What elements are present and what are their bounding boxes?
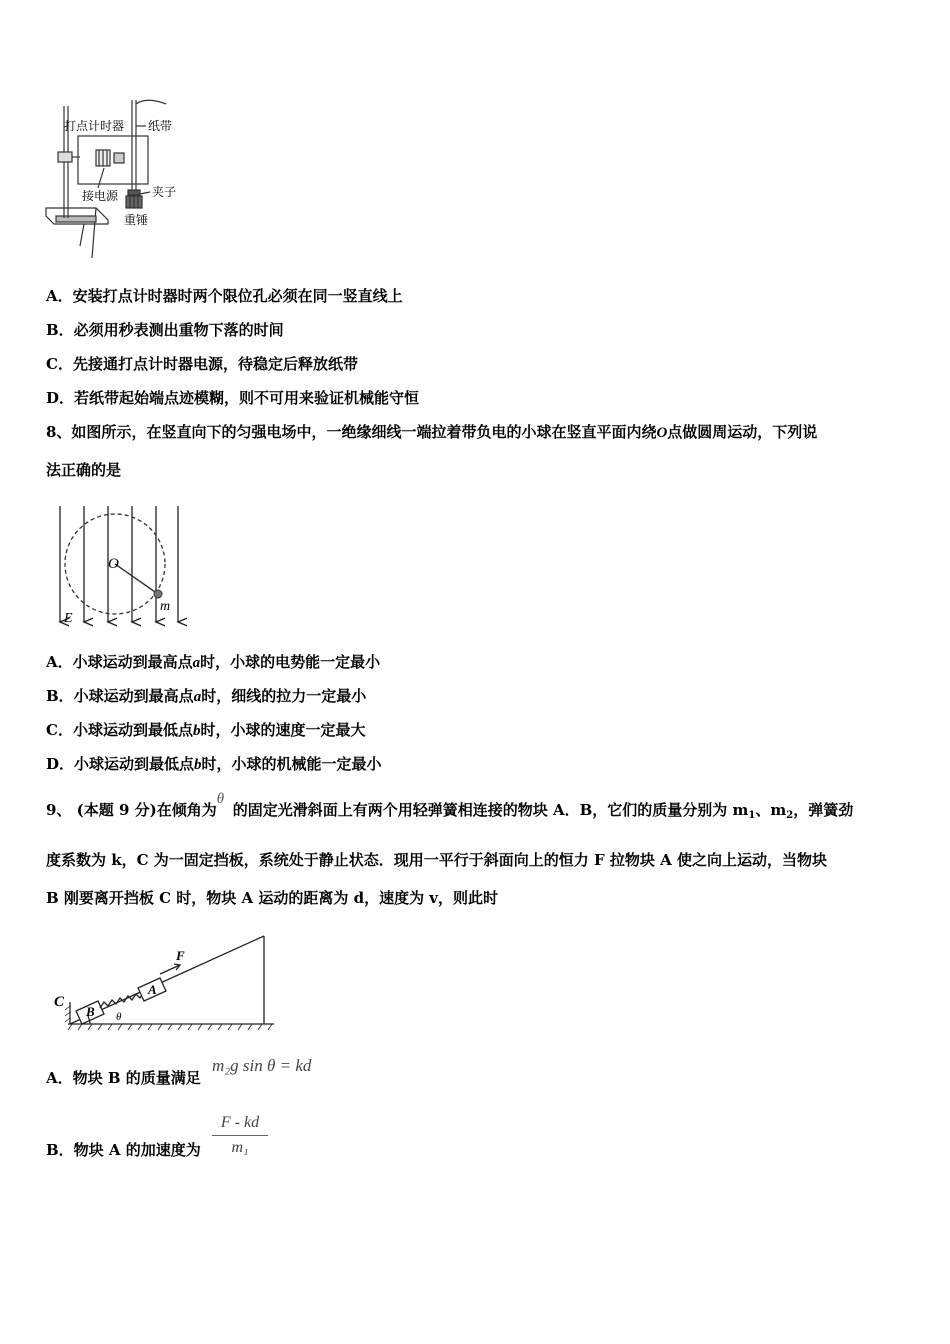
q9-stem-text-c: ，弹簧劲 xyxy=(793,801,854,819)
q8-d-var: b xyxy=(194,757,202,773)
label-b: B xyxy=(86,1004,95,1019)
electric-field-diagram xyxy=(50,500,190,630)
q9-sub-1: 1 xyxy=(748,810,756,821)
label-c: C xyxy=(54,994,65,1010)
q8-stem-line1 xyxy=(46,422,817,443)
q8-b-pre: B．小球运动到最高点 xyxy=(46,687,194,705)
incline-diagram xyxy=(48,930,278,1035)
q8-option-c xyxy=(46,720,365,741)
label-timer: 打点计时器 xyxy=(64,119,125,133)
q9-stem-line2: 度系数为 k，C 为一固定挡板，系统处于静止状态．现用一平行于斜面向上的恒力 F 拉物块 A 使之向上运动，当物块 xyxy=(46,851,827,869)
q8-c-var: b xyxy=(192,723,201,739)
label-a: A xyxy=(148,982,157,997)
q9-stem-line3: B 刚要离开挡板 C 时，物块 A 运动的距离为 d，速度为 v，则此时 xyxy=(46,889,499,907)
label-field-e: E xyxy=(64,611,73,626)
fraction-bar xyxy=(212,1135,268,1136)
q8-d-pre: D．小球运动到最低点 xyxy=(46,755,195,773)
q8-stem-text-a: 8、如图所示，在竖直向下的匀强电场中，一绝缘细线一端拉着带负电的小球在竖直平面内绕 xyxy=(46,423,657,441)
q9-option-a xyxy=(46,1068,201,1088)
label-tape: 纸带 xyxy=(148,119,173,133)
q8-c-pre: C．小球运动到最低点 xyxy=(46,721,193,739)
q8-b-var: a xyxy=(193,689,202,705)
q8-a-var: a xyxy=(192,655,201,671)
q9-option-b xyxy=(46,1140,201,1160)
q8-c-post: 时，小球的速度一定最大 xyxy=(200,721,366,739)
figure-electric-field xyxy=(50,500,190,630)
q8-option-a xyxy=(46,652,380,673)
q8-a-post: 时，小球的电势能一定最小 xyxy=(200,653,381,671)
q9-b-numerator: F - kd xyxy=(220,1114,260,1131)
q9-stem-text-a: 9、 (本题 9 分)在倾角为 xyxy=(46,801,217,819)
q8-option-d xyxy=(46,754,382,775)
q8-stem-point-o: O xyxy=(656,425,668,441)
q9-sub-2: 2 xyxy=(786,810,794,821)
q7-option-c: C．先接通打点计时器电源，待稳定后释放纸带 xyxy=(46,355,358,373)
q8-a-pre: A．小球运动到最高点 xyxy=(46,653,193,671)
label-power: 接电源 xyxy=(82,189,119,203)
q9-sep: 、m xyxy=(755,801,787,819)
label-f: F xyxy=(176,948,185,963)
label-theta: θ xyxy=(116,1011,122,1023)
q9-b-denominator: m₁ xyxy=(231,1139,249,1156)
q9-a-text: A．物块 B 的质量满足 xyxy=(46,1069,201,1087)
q9-theta-symbol: θ xyxy=(216,791,225,807)
q7-option-b: B．必须用秒表测出重物下落的时间 xyxy=(46,321,284,339)
q9-b-fraction xyxy=(212,1112,268,1159)
q8-option-b xyxy=(46,686,366,707)
q8-stem-text-b: 点做圆周运动，下列说 xyxy=(667,423,818,441)
label-point-o: O xyxy=(108,556,119,572)
figure-free-fall-apparatus xyxy=(44,96,204,266)
free-fall-apparatus-diagram xyxy=(44,96,204,266)
label-weight: 重锤 xyxy=(124,213,149,227)
q8-b-post: 时，细线的拉力一定最小 xyxy=(201,687,367,705)
q9-a-formula: m₂g sin θ = kd xyxy=(212,1056,312,1075)
q8-stem-line2: 法正确的是 xyxy=(46,461,122,479)
q8-d-post: 时，小球的机械能一定最小 xyxy=(201,755,382,773)
q9-stem-line1 xyxy=(46,791,854,826)
figure-incline xyxy=(48,930,278,1035)
q9-b-text: B．物块 A 的加速度为 xyxy=(46,1141,201,1159)
label-clip: 夹子 xyxy=(152,185,177,199)
q7-option-a: A．安装打点计时器时两个限位孔必须在同一竖直线上 xyxy=(46,287,403,305)
label-mass-m: m xyxy=(160,599,171,614)
q9-stem-text-b: 的固定光滑斜面上有两个用轻弹簧相连接的物块 A．B，它们的质量分别为 m xyxy=(232,801,749,819)
q7-option-d: D．若纸带起始端点迹模糊，则不可用来验证机械能守恒 xyxy=(46,389,420,407)
